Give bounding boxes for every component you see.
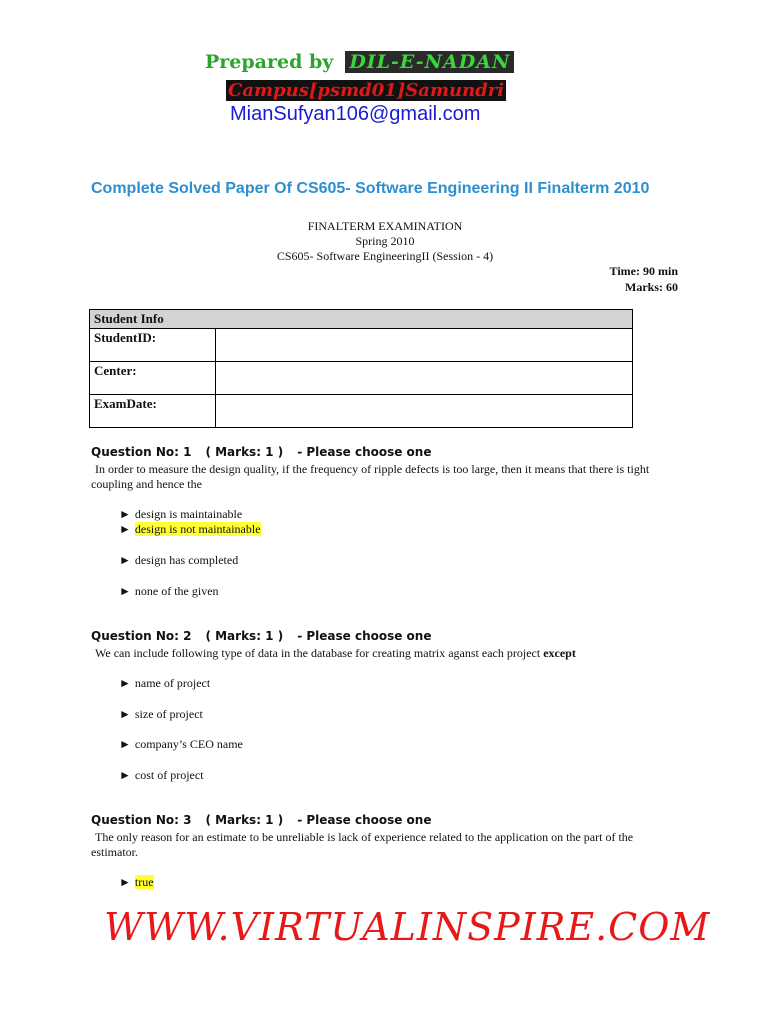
option-label: name of project [134, 676, 211, 690]
question-1-label: Question No: 1 [91, 445, 192, 459]
question-2-header [91, 629, 431, 643]
exam-course: CS605- Software EngineeringII (Session - 4) [276, 249, 494, 263]
question-1-marks: ( Marks: 1 ) [205, 445, 284, 459]
arrow-icon: ► [119, 737, 131, 751]
exam-term: Spring 2010 [355, 234, 415, 248]
prepared-by-label: Prepared by [205, 51, 334, 73]
question-1-option-3[interactable] [119, 553, 238, 568]
question-2-text-body: We can include following type of data in the database for creating matrix aganst each project [95, 646, 541, 660]
option-label: size of project [134, 707, 203, 721]
exam-time: Time: 90 min [609, 264, 678, 278]
option-label: company’s CEO name [134, 737, 243, 751]
exam-date-field[interactable] [216, 395, 633, 428]
arrow-icon: ► [119, 553, 131, 567]
question-3-text: The only reason for an estimate to be unreliable is lack of experience related to the application on the part of the estimator. [91, 830, 634, 859]
question-3-label: Question No: 3 [91, 813, 192, 827]
question-2-option-1[interactable] [119, 676, 210, 691]
question-1-option-2[interactable] [119, 522, 261, 537]
arrow-icon: ► [119, 768, 131, 782]
center-field[interactable] [216, 362, 633, 395]
author-email: MianSufyan106@gmail.com [230, 103, 481, 125]
arrow-icon: ► [119, 584, 131, 598]
option-label: cost of project [134, 768, 204, 782]
prepared-by-line [205, 48, 514, 76]
option-label-answer: design is not maintainable [134, 522, 261, 536]
question-2-option-4[interactable] [119, 768, 204, 783]
question-2-text-emphasis: except [543, 646, 576, 660]
exam-meta [610, 263, 678, 295]
option-label: none of the given [134, 584, 219, 598]
option-label: design has completed [134, 553, 239, 567]
option-label-answer: true [134, 875, 154, 889]
option-label: design is maintainable [134, 507, 243, 521]
arrow-icon: ► [119, 875, 131, 889]
exam-heading [250, 219, 520, 264]
question-1-header [91, 445, 431, 459]
exam-marks: Marks: 60 [625, 280, 678, 294]
question-1-text: In order to measure the design quality, if the frequency of ripple defects is too large, then it means that there is tight coupling and hence the [91, 462, 650, 491]
author-name: DIL-E-NADAN [345, 51, 514, 73]
student-id-label: StudentID: [90, 329, 216, 362]
document-title: Complete Solved Paper Of CS605- Software Engineering II Finalterm 2010 [91, 180, 650, 197]
question-3-instruction: - Please choose one [297, 813, 432, 827]
website-watermark: WWW.VIRTUALINSPIRE.COM [104, 905, 711, 949]
exam-name: FINALTERM EXAMINATION [307, 219, 463, 233]
question-2-marks: ( Marks: 1 ) [205, 629, 284, 643]
exam-date-label: ExamDate: [90, 395, 216, 428]
question-1-instruction: - Please choose one [297, 445, 432, 459]
student-id-field[interactable] [216, 329, 633, 362]
student-info-table [89, 309, 633, 428]
center-label: Center: [90, 362, 216, 395]
campus-label: Campus[psmd01]Samundri [228, 80, 505, 101]
question-2-instruction: - Please choose one [297, 629, 432, 643]
question-1-option-1[interactable] [119, 507, 242, 522]
question-2-option-2[interactable] [119, 707, 203, 722]
arrow-icon: ► [119, 707, 131, 721]
arrow-icon: ► [119, 522, 131, 536]
question-2-text [91, 646, 681, 661]
arrow-icon: ► [119, 507, 131, 521]
question-2-option-3[interactable] [119, 737, 243, 752]
question-2-label: Question No: 2 [91, 629, 192, 643]
question-3-option-1[interactable] [119, 875, 154, 890]
arrow-icon: ► [119, 676, 131, 690]
question-3-marks: ( Marks: 1 ) [205, 813, 284, 827]
question-1-option-4[interactable] [119, 584, 219, 599]
question-3-header [91, 813, 431, 827]
student-info-heading: Student Info [90, 310, 633, 329]
